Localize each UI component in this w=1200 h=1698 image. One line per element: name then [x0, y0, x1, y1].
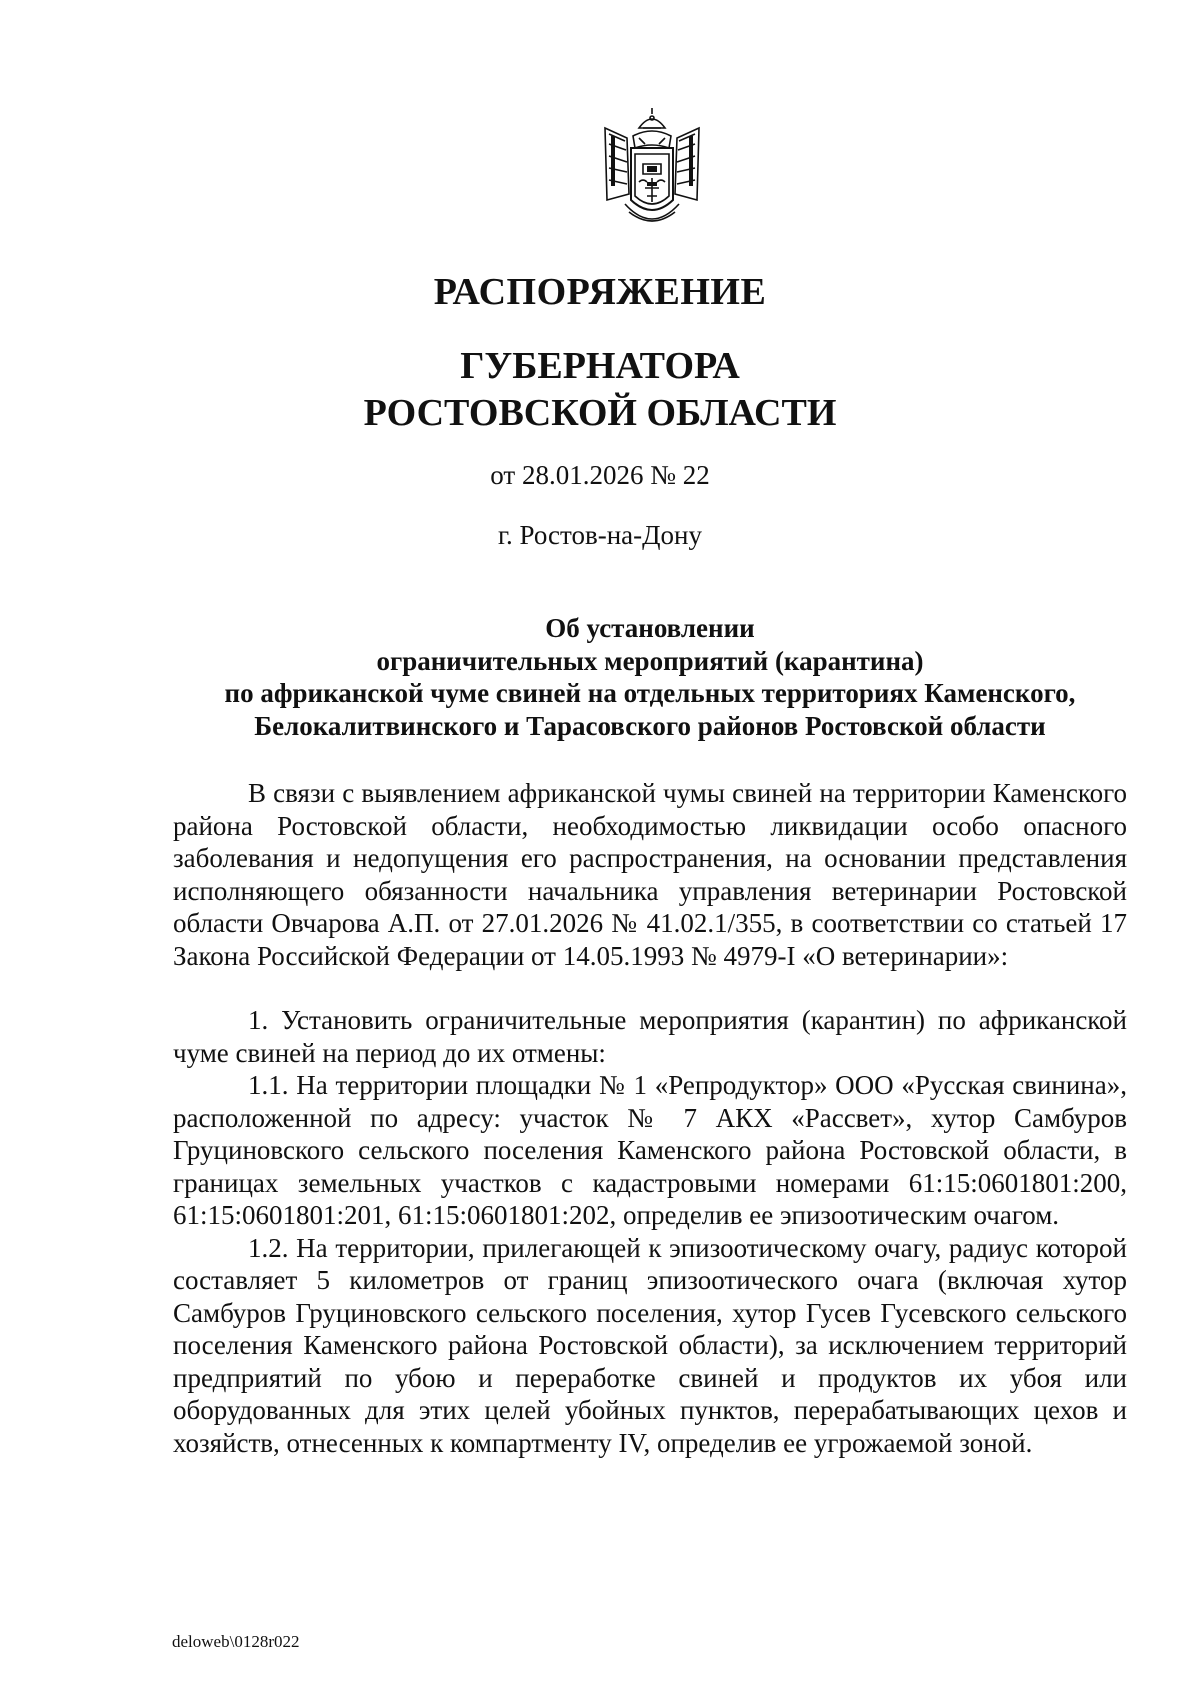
document-body: [173, 777, 1127, 1459]
coat-of-arms-icon: [599, 108, 705, 234]
clause-1: 1. Установить ограничительные мероприятия (карантин) по африканской чуме свиней на период до их отмены:: [173, 1005, 1127, 1068]
issuer-line-2: РОСТОВСКОЙ ОБЛАСТИ: [363, 392, 837, 434]
title-line: Белокалитвинского и Тарасовского районов Ростовской области: [254, 710, 1046, 741]
document-city: г. Ростов-на-Дону: [497, 520, 702, 550]
document-type: РАСПОРЯЖЕНИЕ: [433, 271, 767, 313]
title-line: Об установлении: [545, 613, 755, 643]
footer-code: deloweb\0128r022: [172, 1632, 300, 1651]
preamble-paragraph: В связи с выявлением африканской чумы свиней на территории Каменского района Ростовской области, необходимостью ликвидации особо опасного заболевания и недопущения его распространения, на основании представления исполняющего обязанности начальника управления ветеринарии Ростовской области Овчарова А.П. от 27.01.2026 № 41.02.1/355, в соответствии со статьей 17 Закона Российской Федерации от 14.05.1993 № 4979-I «О ветеринарии»:: [173, 778, 1127, 971]
clause-1-2: 1.2. На территории, прилегающей к эпизоотическому очагу, радиус которой составляет 5 километров от границ эпизоотического очага (включая хутор Самбуров Груциновского сельского поселения, хутор Гусев Гусевского сельского поселения Каменского района Ростовской области), за исключением территорий предприятий по убою и переработке свиней и продуктов их убоя или оборудованных для этих целей убойных пунктов, перерабатывающих цехов и хозяйств, отнесенных к компартменту IV, определив ее угрожаемой зоной.: [173, 1232, 1127, 1458]
title-line: по африканской чуме свиней на отдельных территориях Каменского,: [224, 678, 1076, 708]
title-line: ограничительных мероприятий (карантина): [376, 645, 924, 676]
clause-1-1: 1.1. На территории площадки № 1 «Репродуктор» ООО «Русская свинина», расположенной по адресу: участок № 7 АКХ «Рассвет», хутор Самбуров Груциновского сельского поселения Каменского района Ростовской области, в границах земельных участков с кадастровыми номерами 61:15:0601801:200, 61:15:0601801:201, 61:15:0601801:202, определив ее эпизоотическим очагом.: [173, 1070, 1127, 1230]
issuer: [0, 343, 1200, 437]
issuer-line-1: ГУБЕРНАТОРА: [460, 345, 740, 387]
document-date-number: от 28.01.2026 № 22: [490, 460, 710, 490]
document-title: [170, 612, 1130, 742]
